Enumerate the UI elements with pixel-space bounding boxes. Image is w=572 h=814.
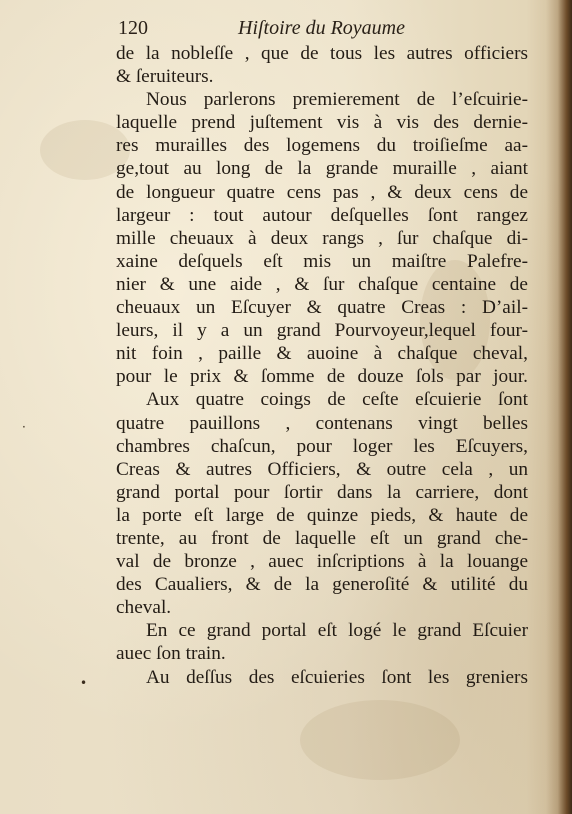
text-line: chambres chaſcun, pour loger les Eſcuyers, (116, 435, 528, 457)
text-line: ge,tout au long de la grande muraille , aiant (116, 158, 528, 180)
text-line: largeur : tout autour deſquelles ſont rangez (116, 204, 528, 226)
page-gutter-shadow (546, 0, 572, 814)
paper-stain (300, 700, 460, 780)
text-line: nit foin , paille & auoine à chaſque cheval, (116, 343, 528, 365)
text-line: Creas & autres Officiers, & outre cela , un (116, 458, 528, 480)
text-line: Au deſſus des eſcuieries ſont les greniers (146, 666, 528, 688)
text-line: Aux quatre coings de ceſte eſcuierie ſont (146, 389, 528, 411)
text-line: mille cheuaux à deux rangs , ſur chaſque di- (116, 227, 528, 249)
text-line: res murailles des logemens du troiſieſme aa- (116, 135, 528, 157)
text-line: laquelle prend juſtement vis à vis des dernie- (116, 112, 528, 134)
ink-speck: • (80, 676, 88, 690)
text-line: de longueur quatre cens pas , & deux cens de (116, 181, 528, 203)
text-line: grand portal pour ſortir dans la carriere, dont (116, 481, 528, 503)
text-line: En ce grand portal eſt logé le grand Eſcuier (146, 620, 528, 642)
text-line: nier & une aide , & ſur chaſque centaine de (116, 273, 528, 295)
text-line: la porte eſt large de quinze pieds, & haute de (116, 504, 528, 526)
page-number: 120 (118, 17, 148, 39)
text-line: leurs, il y a un grand Pourvoyeur,lequel four- (116, 320, 528, 342)
text-line: Nous parlerons premierement de l’eſcuirie- (146, 89, 528, 111)
text-line: val de bronze , auec inſcriptions à la louange (116, 551, 528, 573)
text-line: cheuaux un Eſcuyer & quatre Creas : D’ail- (116, 297, 528, 319)
text-line: auec ſon train. (116, 643, 226, 665)
ink-speck: · (22, 420, 26, 434)
text-line: des Caualiers, & de la generoſité & utilité du (116, 574, 528, 596)
running-title: Hiſtoire du Royaume (238, 17, 406, 39)
text-line: pour le prix & ſomme de douze ſols par jour. (116, 366, 528, 388)
text-line: trente, au front de laquelle eſt un grand che- (116, 527, 528, 549)
body-text (116, 42, 528, 689)
text-line: xaine deſquels eſt mis un maiſtre Palefre- (116, 250, 528, 272)
text-line: cheval. (116, 597, 172, 619)
text-line: quatre pauillons , contenans vingt belles (116, 412, 528, 434)
text-line: de la nobleſſe , que de tous les autres officiers (116, 43, 528, 64)
text-line: & ſeruiteurs. (116, 66, 214, 88)
page-header (118, 14, 538, 42)
